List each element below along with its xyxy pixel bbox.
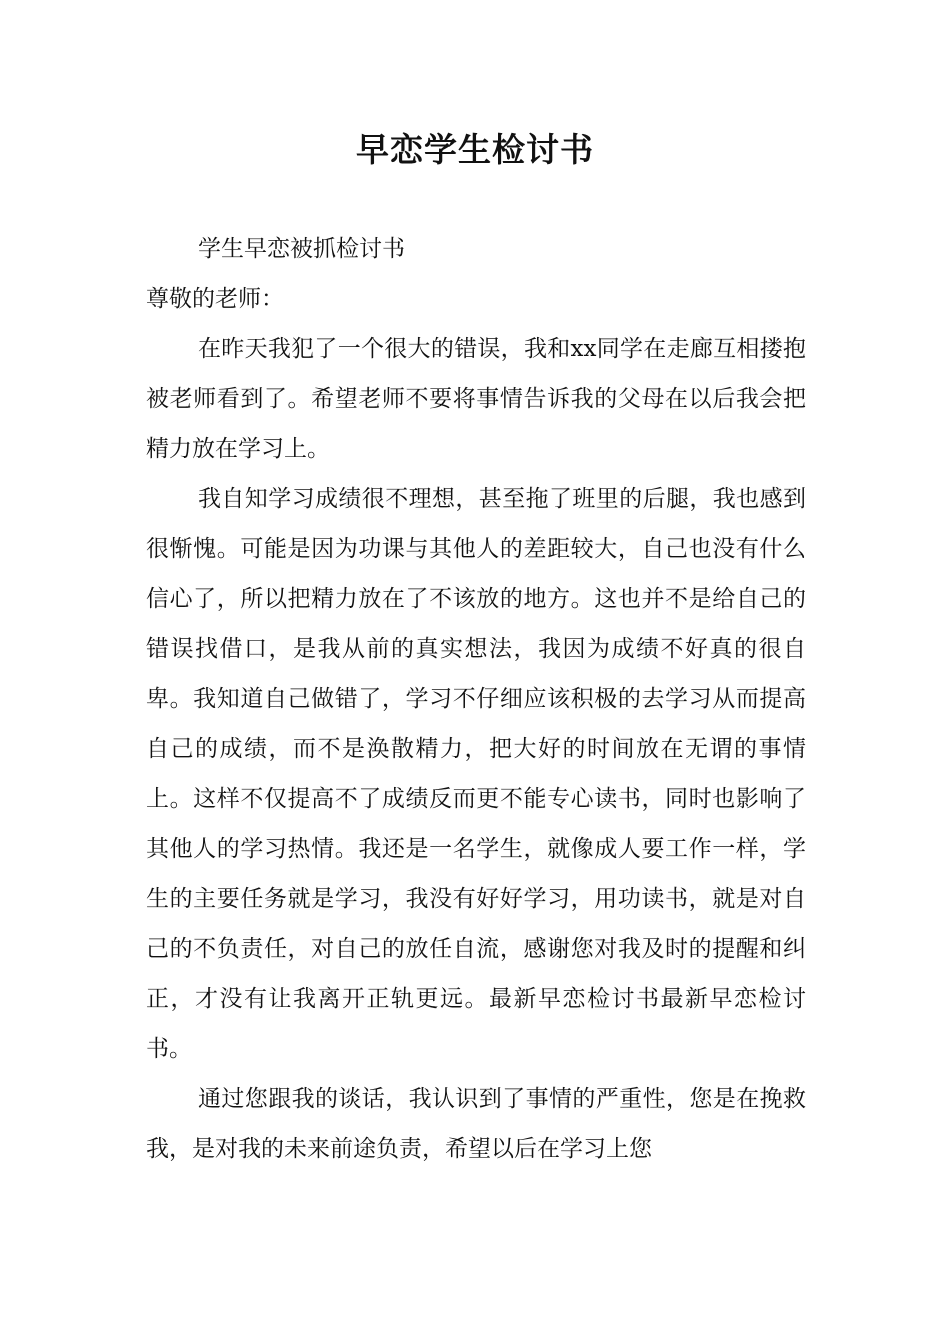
document-subtitle: 学生早恋被抓检讨书: [198, 236, 405, 262]
document-body: [146, 224, 806, 1174]
paragraph-3: 通过您跟我的谈话，我认识到了事情的严重性，您是在挽救我，是对我的未来前途负责，希望以后在学习上您: [146, 1086, 806, 1162]
salutation: 尊敬的老师：: [146, 286, 284, 312]
paragraph-2: 我自知学习成绩很不理想，甚至拖了班里的后腿，我也感到很惭愧。可能是因为功课与其他人的差距较大，自己也没有什么信心了，所以把精力放在了不该放的地方。这也并不是给自己的错误找借口，是我从前的真实想法，我因为成绩不好真的很自卑。我知道自己做错了，学习不仔细应该积极的去学习从而提高自己的成绩，而不是涣散精力，把大好的时间放在无谓的事情上。这样不仅提高不了成绩反而更不能专心读书，同时也影响了其他人的学习热情。我还是一名学生，就像成人要工作一样，学生的主要任务就是学习，我没有好好学习，用功读书，就是对自己的不负责任，对自己的放任自流，感谢您对我及时的提醒和纠正，才没有让我离开正轨更远。最新早恋检讨书最新早恋检讨书。: [146, 486, 806, 1062]
document-title: 早恋学生检讨书: [356, 130, 594, 169]
paragraph-1: 在昨天我犯了一个很大的错误，我和xx同学在走廊互相搂抱被老师看到了。希望老师不要将事情告诉我的父母在以后我会把精力放在学习上。: [146, 336, 806, 462]
